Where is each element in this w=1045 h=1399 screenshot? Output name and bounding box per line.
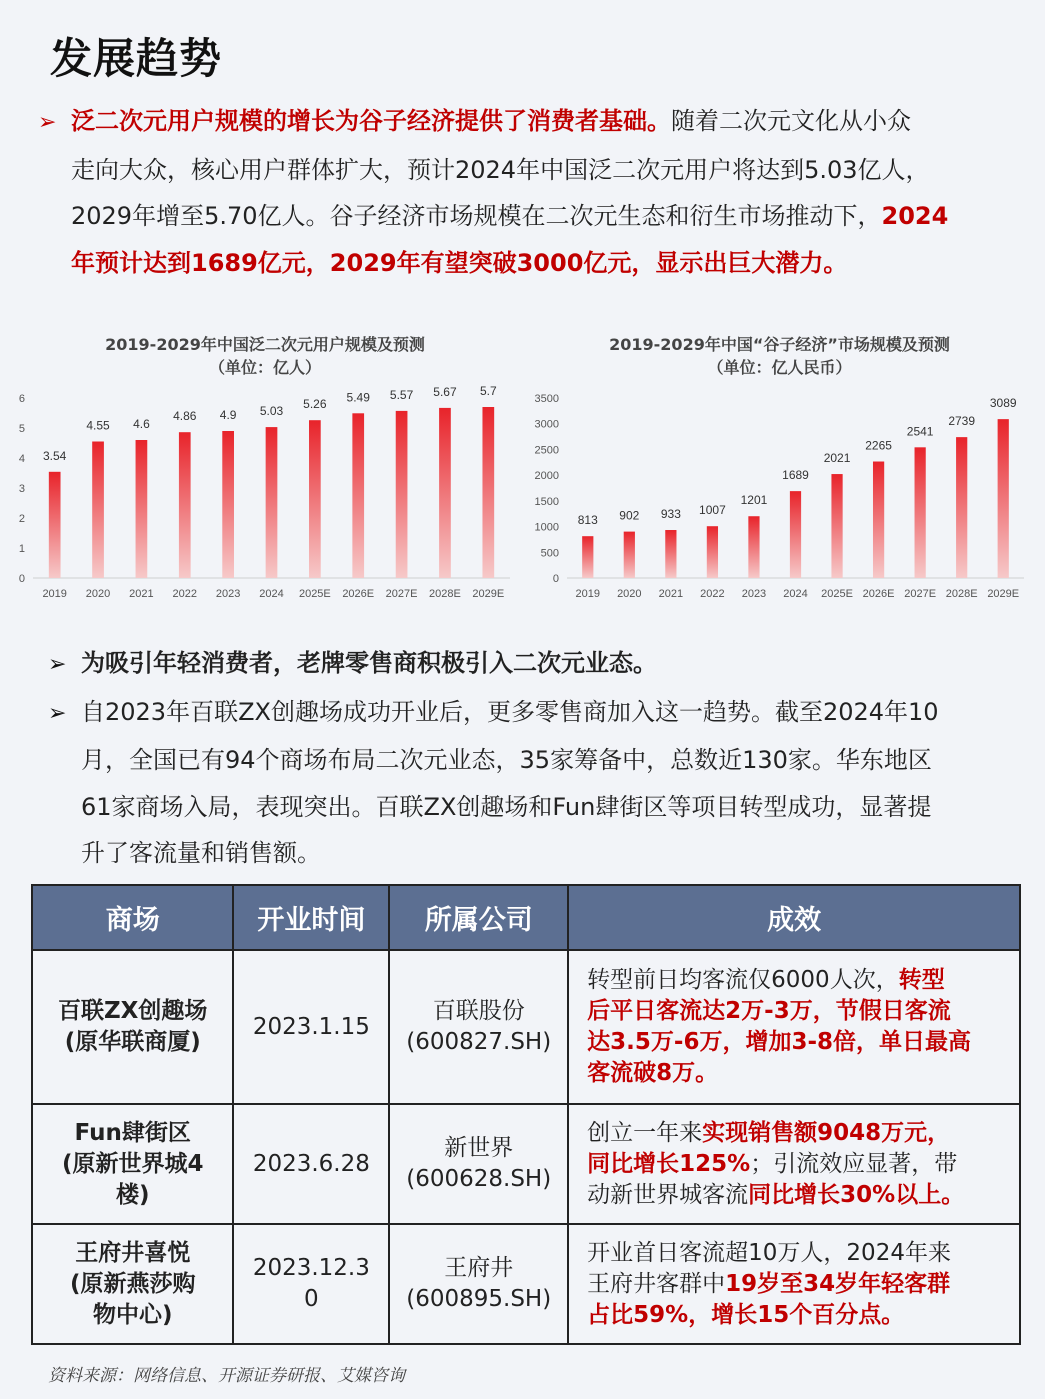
cell-mall-line: 物中心)	[92, 1301, 173, 1328]
cell-company	[389, 1224, 568, 1344]
cell-company-line: 新世界	[444, 1135, 514, 1161]
effect-text: 客流破8万。	[587, 1060, 719, 1086]
data-label: 3089	[989, 396, 1017, 411]
cell-company-line: (600895.SH)	[406, 1286, 552, 1312]
intro-text: 2024	[881, 202, 949, 230]
cell-mall-line: (原新世界城4	[61, 1150, 204, 1177]
chart-subtitle: （单位：亿人民币）	[707, 358, 852, 377]
cell-date	[233, 950, 389, 1104]
cell-effect-line	[587, 1180, 1001, 1211]
cell-effect-line	[587, 1238, 1001, 1269]
intro-line	[38, 147, 1013, 194]
y-tick-label: 2000	[534, 470, 559, 483]
effect-text: ；引流效应显著，带	[750, 1150, 958, 1177]
x-tick-label: 2021	[129, 588, 154, 600]
data-label: 1201	[740, 493, 768, 508]
mall-table	[31, 884, 1021, 1345]
bar	[49, 472, 61, 578]
x-tick-label: 2026E	[342, 588, 375, 600]
bar-chart-users	[10, 330, 520, 610]
arrow-bullet-icon: ➢	[48, 700, 67, 726]
x-tick-label: 2025E	[298, 588, 331, 600]
table-header-row	[32, 885, 1020, 950]
y-tick-label: 3	[18, 483, 25, 495]
x-tick-label: 2027E	[385, 588, 418, 600]
retail-body-line: 61家商场入局，表现突出。百联ZX创趣场和Fun肆街区等项目转型成功，显著提	[81, 792, 932, 821]
cell-date	[233, 1224, 389, 1344]
data-label: 1689	[782, 468, 809, 483]
x-tick-label: 2022	[172, 588, 198, 600]
data-label: 1007	[699, 503, 726, 518]
cell-mall	[32, 1104, 233, 1224]
cell-company-line: (600628.SH)	[406, 1166, 552, 1192]
x-tick-label: 2019	[42, 588, 67, 600]
intro-line	[38, 240, 1013, 287]
bar	[831, 474, 842, 578]
cell-effect-line	[587, 1027, 1001, 1058]
data-label: 4.86	[173, 409, 197, 424]
bar	[582, 536, 593, 578]
y-tick-label: 2500	[534, 444, 559, 457]
cell-company	[389, 1104, 568, 1224]
retail-paragraph	[48, 640, 1008, 877]
bar	[790, 491, 801, 578]
intro-text: 走向大众，核心用户群体扩大，预计2024年中国泛二次元用户将达到5.03亿人，	[71, 155, 930, 184]
y-tick-label: 3000	[534, 418, 559, 431]
cell-mall	[32, 1224, 233, 1344]
cell-effect	[568, 1224, 1020, 1344]
effect-text: 同比增长30%以上。	[748, 1181, 965, 1208]
y-tick-label: 1500	[534, 495, 559, 508]
cell-company-line: 百联股份	[432, 998, 525, 1024]
y-tick-label: 3500	[534, 393, 559, 405]
cell-effect	[568, 950, 1020, 1104]
y-tick-label: 4	[18, 453, 25, 465]
data-label: 2541	[906, 424, 934, 439]
x-tick-label: 2029E	[987, 588, 1020, 600]
data-label: 2265	[865, 438, 892, 453]
col-header-effect: 成效	[568, 885, 1020, 950]
cell-effect-line	[587, 1118, 1001, 1149]
effect-text: 转型	[898, 967, 945, 993]
cell-mall-line: Fun肆街区	[74, 1119, 191, 1146]
cell-date-line: 2023.1.15	[252, 1013, 370, 1040]
effect-text: 后平日客流达2万-3万，节假日客流	[587, 998, 951, 1024]
cell-company	[389, 950, 568, 1104]
x-tick-label: 2020	[85, 588, 111, 600]
cell-effect-line	[587, 996, 1001, 1027]
bar	[624, 532, 635, 578]
y-tick-label: 0	[18, 573, 25, 585]
effect-text: 动新世界城客流	[587, 1181, 749, 1208]
data-label: 5.26	[303, 397, 327, 412]
data-label: 4.9	[219, 408, 237, 422]
effect-text: 转型前日均客流仅6000人次，	[587, 967, 899, 993]
arrow-bullet-icon: ➢	[38, 110, 57, 135]
retail-text: 自2023年百联ZX创趣场成功开业后，更多零售商加入这一趋势。截至2024年10	[81, 697, 939, 726]
bar	[222, 431, 234, 578]
page-title: 发展趋势	[50, 34, 223, 83]
bar	[998, 419, 1009, 578]
col-header-date: 开业时间	[233, 885, 389, 950]
bar	[873, 462, 884, 578]
x-tick-label: 2025E	[821, 588, 853, 600]
effect-text: 实现销售额9048万元，	[702, 1119, 951, 1146]
bar	[396, 411, 408, 578]
cell-effect-line	[587, 1058, 1001, 1089]
x-tick-label: 2028E	[429, 588, 461, 600]
x-tick-label: 2021	[658, 588, 684, 600]
chart-market	[527, 330, 1032, 610]
source-note: 资料来源：网络信息、开源证券研报、艾媒咨询	[48, 1366, 405, 1386]
bar	[748, 516, 759, 578]
cell-effect-line	[587, 965, 1001, 996]
bar	[482, 407, 494, 578]
x-tick-label: 2028E	[945, 588, 978, 600]
x-tick-label: 2024	[259, 588, 284, 600]
x-tick-label: 2023	[215, 588, 241, 600]
y-tick-label: 1000	[534, 521, 559, 534]
col-header-company: 所属公司	[389, 885, 568, 950]
bar	[665, 530, 676, 578]
table-row	[32, 1104, 1020, 1224]
y-tick-label: 500	[540, 547, 559, 560]
retail-heading: 为吸引年轻消费者，老牌零售商积极引入二次元业态。	[81, 648, 657, 677]
intro-text: 泛二次元用户规模的增长为谷子经济提供了消费者基础。	[71, 107, 671, 135]
effect-text: 开业首日客流超10万人，2024年来	[587, 1239, 951, 1266]
cell-mall-line: (原新燕莎购	[69, 1270, 196, 1297]
chart-title: 2019-2029年中国“谷子经济”市场规模及预测	[609, 335, 950, 354]
effect-text: 王府井客群中	[587, 1270, 726, 1297]
data-label: 5.57	[389, 387, 414, 402]
intro-text: 随着二次元文化从小众	[671, 107, 911, 135]
x-tick-label: 2027E	[904, 588, 937, 600]
y-tick-label: 5	[18, 423, 25, 435]
data-label: 3.54	[43, 448, 67, 463]
effect-text: 同比增长125%	[587, 1150, 751, 1177]
x-tick-label: 2029E	[472, 588, 505, 600]
data-label: 4.6	[133, 417, 150, 431]
data-label: 5.7	[479, 384, 497, 398]
x-tick-label: 2023	[741, 588, 767, 600]
cell-mall-line: (原华联商厦)	[64, 1029, 201, 1055]
bar	[309, 420, 321, 578]
retail-body-line: 升了客流量和销售额。	[81, 839, 321, 867]
chart-users	[10, 330, 520, 610]
cell-effect-line	[587, 1269, 1001, 1300]
x-tick-label: 2022	[700, 588, 725, 600]
arrow-bullet-icon: ➢	[48, 652, 67, 677]
intro-paragraph	[38, 98, 1013, 286]
chart-subtitle: （单位：亿人）	[208, 358, 321, 377]
x-tick-label: 2020	[617, 588, 642, 600]
cell-mall-line: 百联ZX创趣场	[58, 998, 208, 1024]
effect-text: 19岁至34岁年轻客群	[725, 1270, 951, 1297]
cell-date-line: 2023.6.28	[252, 1150, 370, 1177]
bar	[439, 408, 451, 578]
bar	[92, 442, 104, 579]
cell-company-line: (600827.SH)	[406, 1029, 552, 1055]
y-tick-label: 0	[552, 573, 559, 585]
cell-mall-line: 楼)	[115, 1181, 150, 1208]
effect-text: 占比59%，增长15个百分点。	[587, 1301, 905, 1328]
cell-mall-line: 王府井喜悦	[75, 1239, 191, 1266]
cell-company-line: 王府井	[444, 1255, 514, 1281]
bar	[956, 437, 967, 578]
cell-date-line: 2023.12.3	[252, 1255, 370, 1281]
bar	[179, 432, 191, 578]
data-label: 2739	[948, 414, 976, 429]
data-label: 813	[577, 513, 598, 528]
retail-heading-line	[48, 640, 1008, 689]
effect-text: 创立一年来	[587, 1119, 703, 1146]
bar	[352, 413, 364, 578]
data-label: 5.49	[346, 390, 370, 405]
bar	[136, 440, 148, 578]
intro-line	[38, 98, 1013, 147]
data-label: 5.67	[433, 384, 457, 399]
retail-body-line: 月，全国已有94个商场布局二次元业态，35家筹备中，总数近130家。华东地区	[81, 746, 932, 774]
cell-mall	[32, 950, 233, 1104]
intro-line	[38, 193, 1013, 240]
effect-text: 达3.5万-6万，增加3-8倍，单日最高	[587, 1029, 972, 1055]
x-tick-label: 2026E	[862, 588, 895, 600]
chart-title: 2019-2029年中国泛二次元用户规模及预测	[105, 335, 425, 354]
cell-effect	[568, 1104, 1020, 1224]
bar	[707, 526, 718, 578]
bar	[915, 447, 926, 578]
table-row	[32, 950, 1020, 1104]
table-row	[32, 1224, 1020, 1344]
intro-text: 年预计达到1689亿元，2029年有望突破3000亿元，显示出巨大潜力。	[71, 248, 848, 277]
y-tick-label: 6	[18, 393, 25, 405]
bar	[266, 427, 278, 578]
bar-chart-market	[527, 330, 1032, 610]
data-label: 902	[619, 508, 640, 523]
y-tick-label: 2	[18, 513, 25, 525]
intro-text: 2029年增至5.70亿人。谷子经济市场规模在二次元生态和衍生市场推动下，	[71, 202, 882, 230]
cell-effect-line	[587, 1300, 1001, 1331]
data-label: 933	[660, 507, 681, 522]
retail-body-line	[48, 689, 1008, 738]
x-tick-label: 2019	[575, 588, 601, 600]
data-label: 2021	[823, 451, 851, 466]
data-label: 4.55	[86, 418, 110, 433]
cell-effect-line	[587, 1149, 1001, 1180]
y-tick-label: 1	[18, 543, 25, 555]
cell-date	[233, 1104, 389, 1224]
x-tick-label: 2024	[783, 588, 808, 600]
cell-date-line: 0	[304, 1286, 319, 1312]
col-header-mall: 商场	[32, 885, 233, 950]
data-label: 5.03	[259, 404, 284, 419]
